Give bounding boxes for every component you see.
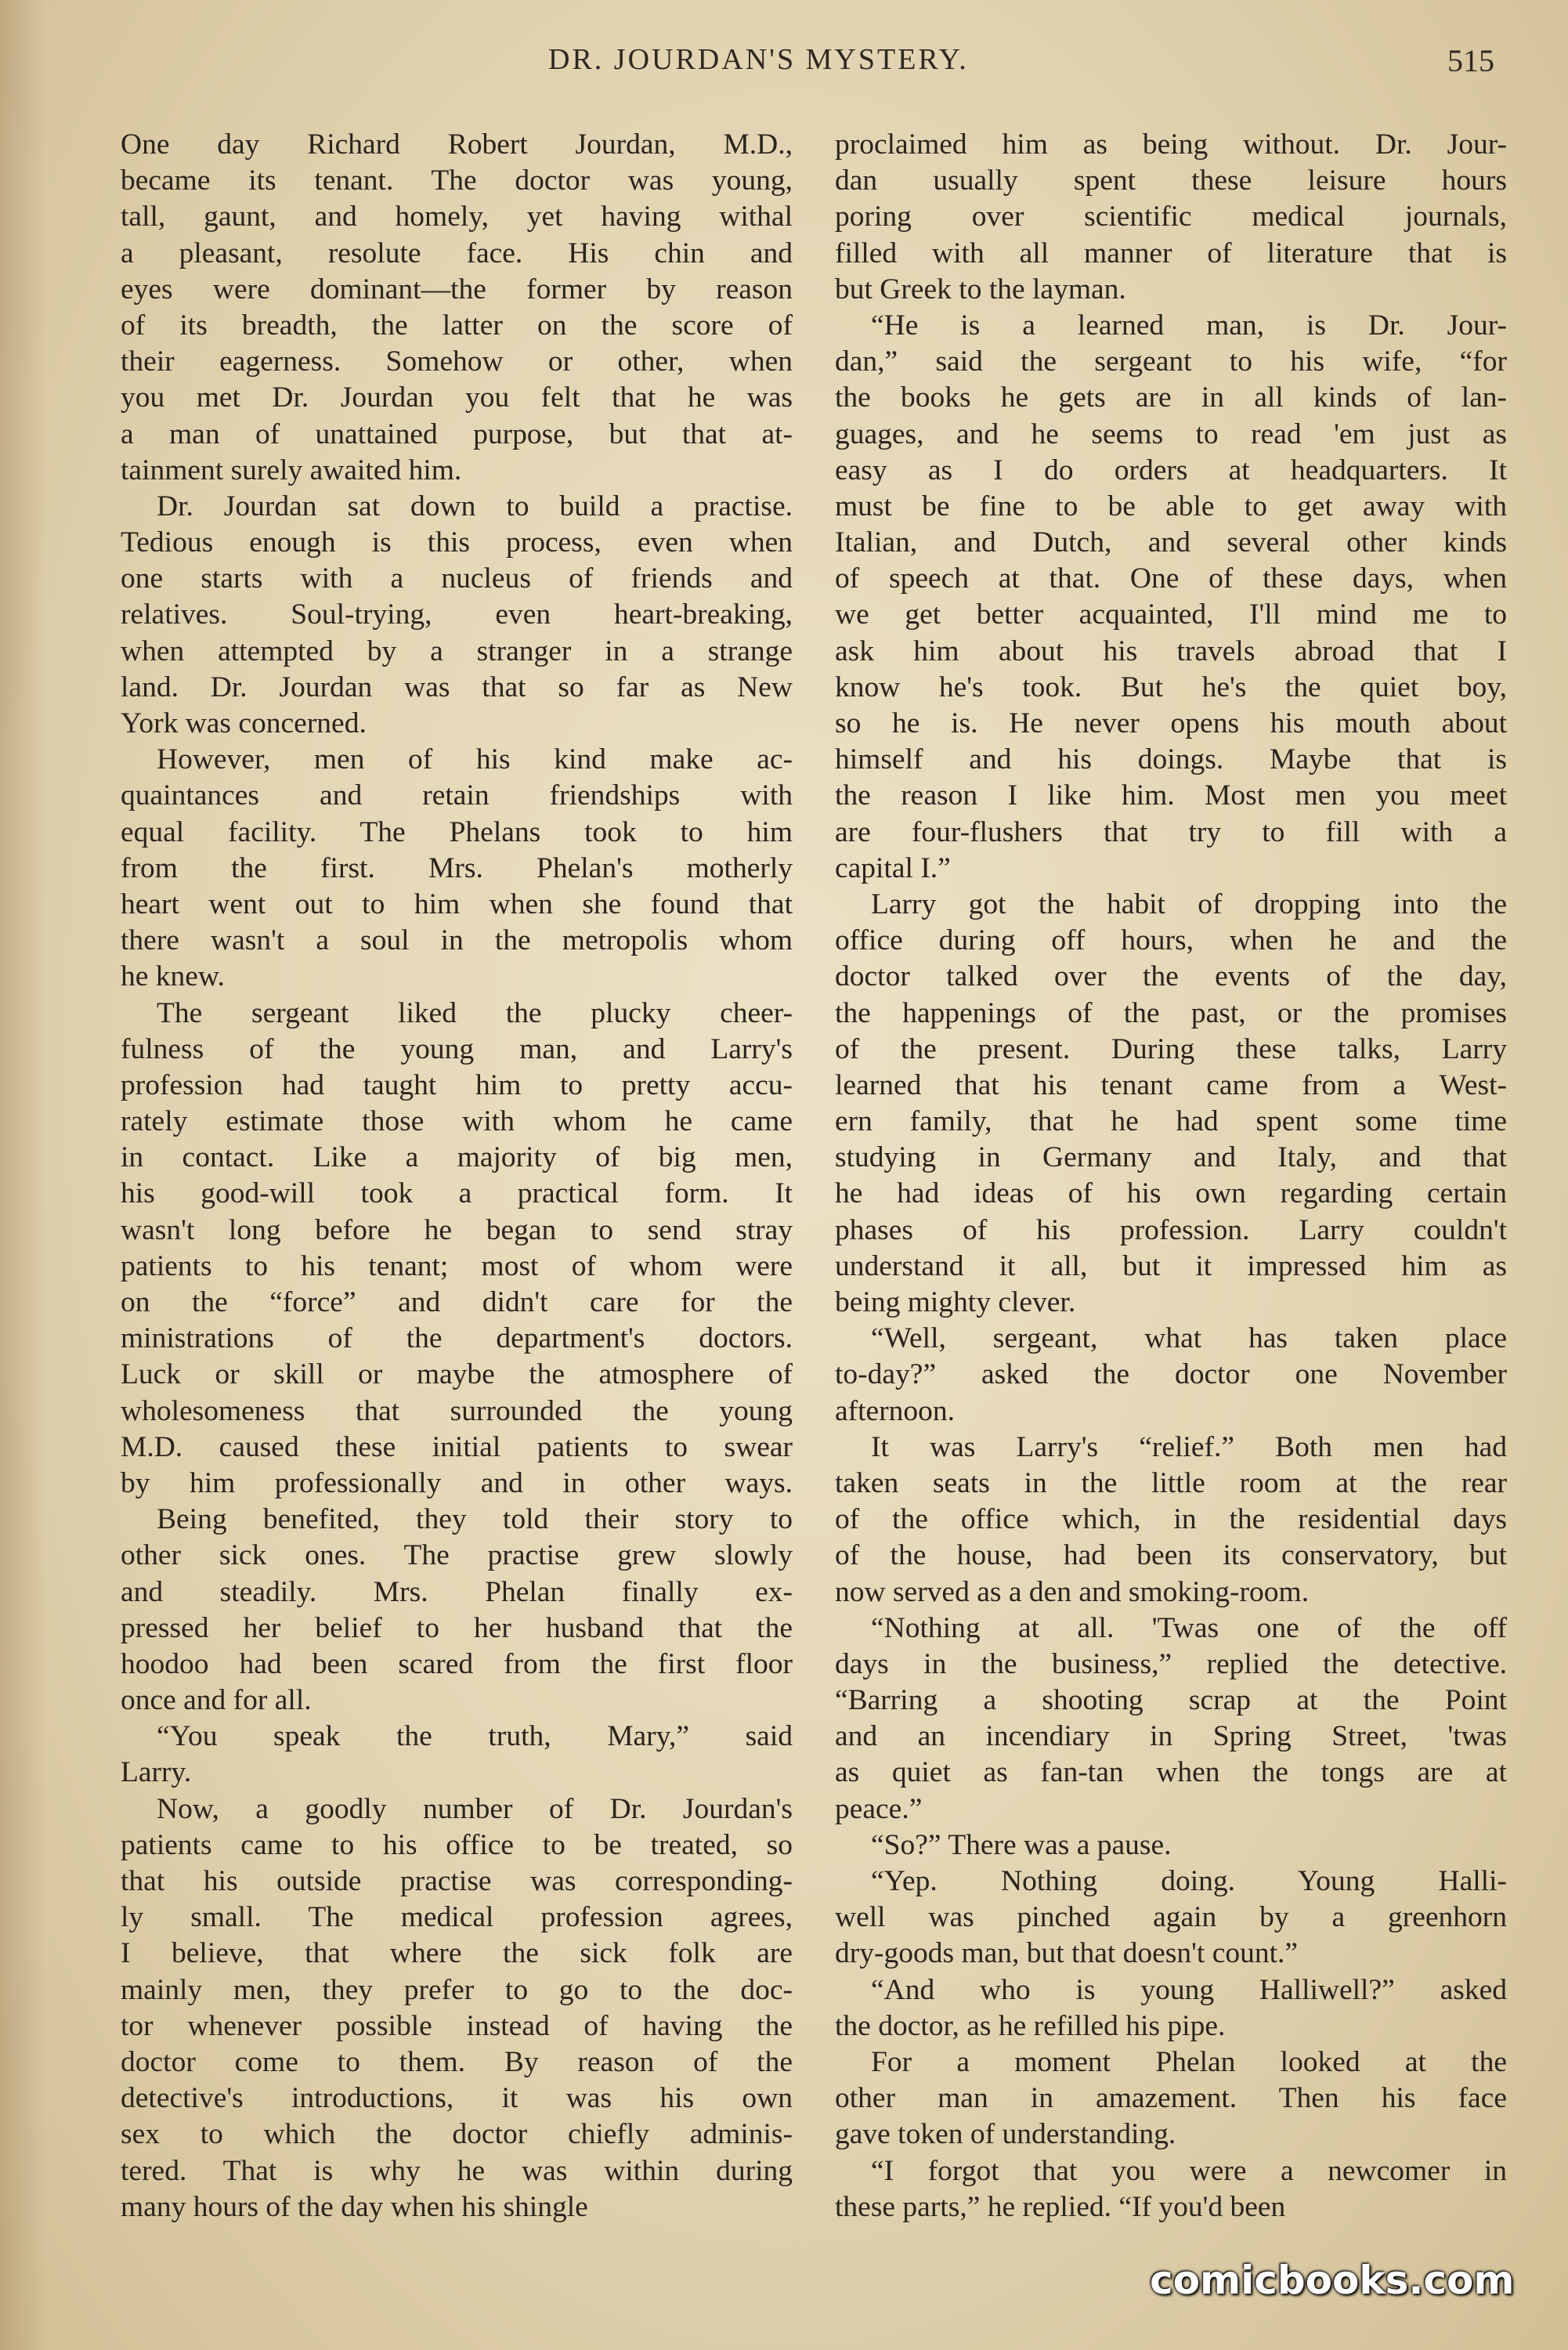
text-line: his good-will took a practical form. It xyxy=(121,1177,793,1210)
right-text-column xyxy=(835,127,1507,2225)
text-line: detective's introductions, it was his own xyxy=(121,2082,793,2115)
page-edge-shadow xyxy=(0,0,47,2350)
text-line: proclaimed him as being without. Dr. Jour- xyxy=(835,128,1507,161)
text-line: the reason I like him. Most men you meet xyxy=(835,779,1507,812)
text-line: to-day?” asked the doctor one November xyxy=(835,1358,1507,1391)
text-line: poring over scientific medical journals, xyxy=(835,201,1507,233)
text-line: One day Richard Robert Jourdan, M.D., xyxy=(121,128,793,161)
text-line: became its tenant. The doctor was young, xyxy=(121,164,793,197)
text-line: you met Dr. Jourdan you felt that he was xyxy=(121,381,793,414)
text-line: know he's took. But he's the quiet boy, xyxy=(835,671,1507,703)
text-line: Italian, and Dutch, and several other kinds xyxy=(835,526,1507,559)
text-line: Tedious enough is this process, even when xyxy=(121,526,793,559)
text-line: easy as I do orders at headquarters. It xyxy=(835,454,1507,486)
text-line: the books he gets are in all kinds of lan- xyxy=(835,381,1507,414)
text-line: Larry. xyxy=(121,1756,192,1789)
text-line: “Barring a shooting scrap at the Point xyxy=(835,1684,1507,1717)
text-line: rately estimate those with whom he came xyxy=(121,1105,793,1138)
text-line: mainly men, they prefer to go to the doc- xyxy=(121,1973,793,2006)
text-line: of speech at that. One of these days, when xyxy=(835,562,1507,595)
text-line: ask him about his travels abroad that I xyxy=(835,634,1507,667)
text-line: tall, gaunt, and homely, yet having withal xyxy=(121,201,793,233)
text-line: eyes were dominant—the former by reason xyxy=(121,273,793,306)
text-line: Larry got the habit of dropping into the xyxy=(871,888,1507,920)
text-line: on the “force” and didn't care for the xyxy=(121,1286,793,1318)
text-line: tainment surely awaited him. xyxy=(121,454,462,486)
text-line: “Nothing at all. 'Twas one of the off xyxy=(871,1611,1507,1644)
text-line: and an incendiary in Spring Street, 'twas xyxy=(835,1720,1507,1753)
text-line: one starts with a nucleus of friends and xyxy=(121,562,793,595)
text-line: other sick ones. The practise grew slowly xyxy=(121,1539,793,1572)
text-line: land. Dr. Jourdan was that so far as New xyxy=(121,671,793,703)
text-line: I believe, that where the sick folk are xyxy=(121,1937,793,1970)
text-line: of its breadth, the latter on the score of xyxy=(121,309,793,342)
text-line: as quiet as fan-tan when the tongs are at xyxy=(835,1756,1507,1789)
text-line: Being benefited, they told their story to xyxy=(157,1503,793,1536)
text-line: taken seats in the little room at the rear xyxy=(835,1466,1507,1499)
text-line: It was Larry's “relief.” Both men had xyxy=(871,1430,1507,1463)
text-line: equal facility. The Phelans took to him xyxy=(121,815,793,848)
text-line: a man of unattained purpose, but that at- xyxy=(121,418,793,450)
text-line: “He is a learned man, is Dr. Jour- xyxy=(871,309,1507,342)
text-line: many hours of the day when his shingle xyxy=(121,2190,588,2223)
text-line: “So?” There was a pause. xyxy=(871,1828,1172,1861)
text-line: and steadily. Mrs. Phelan finally ex- xyxy=(121,1575,793,1608)
text-line: of the present. During these talks, Larry xyxy=(835,1032,1507,1065)
text-line: being mighty clever. xyxy=(835,1286,1076,1318)
text-line: Luck or skill or maybe the atmosphere of xyxy=(121,1358,793,1391)
text-line: of the office which, in the residential days xyxy=(835,1503,1507,1536)
text-line: are four-flushers that try to fill with a xyxy=(835,815,1507,848)
text-line: there wasn't a soul in the metropolis whom xyxy=(121,924,793,957)
text-line: However, men of his kind make ac- xyxy=(157,743,793,776)
text-line: their eagerness. Somehow or other, when xyxy=(121,345,793,378)
text-line: learned that his tenant came from a West- xyxy=(835,1068,1507,1101)
text-line: pressed her belief to her husband that the xyxy=(121,1611,793,1644)
text-line: “And who is young Halliwell?” asked xyxy=(871,1973,1507,2006)
text-line: relatives. Soul-trying, even heart-breaking, xyxy=(121,598,793,631)
text-line: For a moment Phelan looked at the xyxy=(871,2045,1507,2078)
text-line: now served as a den and smoking-room. xyxy=(835,1575,1310,1608)
text-line: The sergeant liked the plucky cheer- xyxy=(157,996,793,1029)
text-line: “I forgot that you were a newcomer in xyxy=(871,2154,1507,2187)
text-line: doctor come to them. By reason of the xyxy=(121,2045,793,2078)
text-line: we get better acquainted, I'll mind me to xyxy=(835,598,1507,631)
text-line: “You speak the truth, Mary,” said xyxy=(157,1720,793,1753)
text-line: gave token of understanding. xyxy=(835,2118,1176,2151)
text-line: other man in amazement. Then his face xyxy=(835,2082,1507,2115)
text-line: the happenings of the past, or the promises xyxy=(835,996,1507,1029)
text-line: dry-goods man, but that doesn't count.” xyxy=(835,1937,1299,1970)
text-line: well was pinched again by a greenhorn xyxy=(835,1901,1507,1934)
running-title: DR. JOURDAN'S MYSTERY. xyxy=(548,43,969,76)
text-line: of the house, had been its conservatory, but xyxy=(835,1539,1507,1572)
text-line: patients came to his office to be treated, so xyxy=(121,1828,793,1861)
text-line: ly small. The medical profession agrees, xyxy=(121,1901,793,1934)
text-line: quaintances and retain friendships with xyxy=(121,779,793,812)
text-line: a pleasant, resolute face. His chin and xyxy=(121,237,793,269)
text-line: phases of his profession. Larry couldn't xyxy=(835,1213,1507,1246)
text-line: he knew. xyxy=(121,960,225,993)
text-line: patients to his tenant; most of whom were xyxy=(121,1249,793,1282)
text-line: these parts,” he replied. “If you'd been xyxy=(835,2190,1286,2223)
text-line: hoodoo had been scared from the first floor xyxy=(121,1647,793,1680)
text-line: ern family, that he had spent some time xyxy=(835,1105,1507,1138)
text-line: tor whenever possible instead of having the xyxy=(121,2009,793,2042)
text-line: guages, and he seems to read 'em just as xyxy=(835,418,1507,450)
page-number: 515 xyxy=(1447,43,1494,78)
text-line: peace.” xyxy=(835,1792,923,1825)
text-line: days in the business,” replied the detective. xyxy=(835,1647,1507,1680)
text-line: office during off hours, when he and the xyxy=(835,924,1507,957)
text-line: wholesomeness that surrounded the young xyxy=(121,1394,793,1427)
text-line: heart went out to him when she found that xyxy=(121,888,793,920)
text-line: Now, a goodly number of Dr. Jourdan's xyxy=(157,1792,793,1825)
text-line: “Well, sergeant, what has taken place xyxy=(871,1322,1507,1355)
text-line: but Greek to the layman. xyxy=(835,273,1126,306)
text-line: doctor talked over the events of the day, xyxy=(835,960,1507,993)
text-line: himself and his doings. Maybe that is xyxy=(835,743,1507,776)
text-line: capital I.” xyxy=(835,851,951,884)
text-line: Dr. Jourdan sat down to build a practise. xyxy=(157,490,793,522)
text-line: profession had taught him to pretty accu- xyxy=(121,1068,793,1101)
text-line: once and for all. xyxy=(121,1684,312,1717)
text-line: dan,” said the sergeant to his wife, “for xyxy=(835,345,1507,378)
text-line: the doctor, as he refilled his pipe. xyxy=(835,2009,1226,2042)
text-line: tered. That is why he was within during xyxy=(121,2154,793,2187)
text-line: filled with all manner of literature that is xyxy=(835,237,1507,269)
watermark-logo: comicbooks.com xyxy=(1150,2258,1515,2303)
text-line: fulness of the young man, and Larry's xyxy=(121,1032,793,1065)
text-line: wasn't long before he began to send stray xyxy=(121,1213,793,1246)
text-line: afternoon. xyxy=(835,1394,956,1427)
text-line: M.D. caused these initial patients to swear xyxy=(121,1430,793,1463)
left-text-column xyxy=(121,127,793,2225)
text-line: that his outside practise was corresponding- xyxy=(121,1865,793,1897)
text-line: sex to which the doctor chiefly adminis- xyxy=(121,2118,793,2151)
text-line: so he is. He never opens his mouth about xyxy=(835,707,1507,739)
text-line: must be fine to be able to get away with xyxy=(835,490,1507,522)
text-line: York was concerned. xyxy=(121,707,367,739)
text-line: studying in Germany and Italy, and that xyxy=(835,1141,1507,1174)
text-line: ministrations of the department's doctors. xyxy=(121,1322,793,1355)
text-line: in contact. Like a majority of big men, xyxy=(121,1141,793,1174)
text-line: by him professionally and in other ways. xyxy=(121,1466,793,1499)
text-line: he had ideas of his own regarding certain xyxy=(835,1177,1507,1210)
text-line: understand it all, but it impressed him as xyxy=(835,1249,1507,1282)
text-line: when attempted by a stranger in a strange xyxy=(121,634,793,667)
text-line: dan usually spent these leisure hours xyxy=(835,164,1507,197)
text-line: from the first. Mrs. Phelan's motherly xyxy=(121,851,793,884)
text-line: “Yep. Nothing doing. Young Halli- xyxy=(871,1865,1507,1897)
